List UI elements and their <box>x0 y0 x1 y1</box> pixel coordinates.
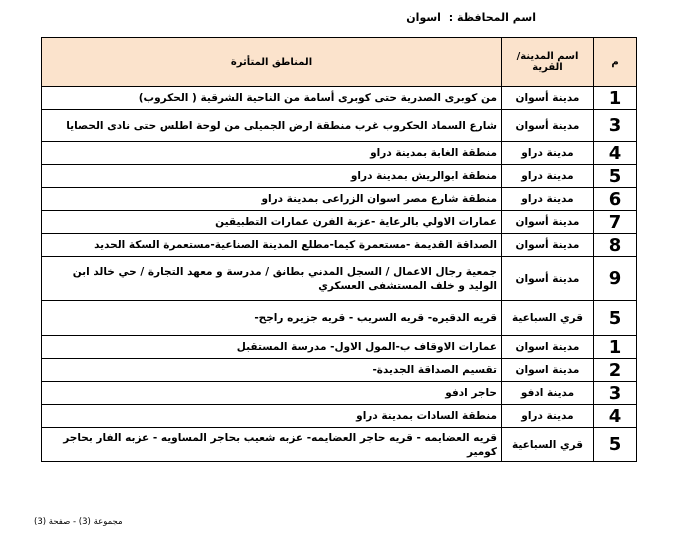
row-area: من كوبرى الصدرية حتى كوبرى أسامة من الناحية الشرقية ( الحكروب) <box>42 87 502 110</box>
table-body <box>42 87 637 462</box>
row-area: عمارات الاوقاف ب-المول الاول- مدرسة المستقبل <box>42 336 502 359</box>
row-area: تقسيم الصداقة الجديدة- <box>42 359 502 382</box>
row-area: قريه العضايمه - قريه حاجر العضايمه- عزبه شعيب بحاجر المساويه - عزبه الفار بحاجر كومير <box>42 428 502 462</box>
table-row <box>42 165 637 188</box>
row-number: 5 <box>594 428 637 462</box>
row-city: قري السباعية <box>502 301 594 336</box>
table-header-row <box>42 38 637 87</box>
row-city: مدينة اسوان <box>502 336 594 359</box>
header-areas: المناطق المتأثرة <box>42 38 502 87</box>
row-number: 9 <box>594 257 637 301</box>
row-area: قريه الدقيره- قريه السريب - قريه جزيره راجح- <box>42 301 502 336</box>
table-row <box>42 405 637 428</box>
row-city: مدينة أسوان <box>502 234 594 257</box>
row-city: مدينة اسوان <box>502 359 594 382</box>
row-area: منطقة شارع مصر اسوان الزراعى بمدينة دراو <box>42 188 502 211</box>
row-city: مدينة أسوان <box>502 257 594 301</box>
row-city: مدينة أسوان <box>502 87 594 110</box>
table-row <box>42 382 637 405</box>
table-row <box>42 336 637 359</box>
row-area: عمارات الاولي بالرعاية -عزبة الفرن عمارات التطبيقين <box>42 211 502 234</box>
row-city: مدينة أسوان <box>502 110 594 142</box>
table-row <box>42 301 637 336</box>
table-row <box>42 211 637 234</box>
row-city: مدينة ادفو <box>502 382 594 405</box>
row-area: الصداقة القديمة -مستعمرة كيما-مطلع المدينة الصناعية-مستعمرة السكة الحديد <box>42 234 502 257</box>
row-number: 3 <box>594 382 637 405</box>
row-number: 3 <box>594 110 637 142</box>
row-area: شارع السماد الحكروب غرب منطقة ارض الجميلى من لوحة اطلس حتى نادى الحصايا <box>42 110 502 142</box>
row-city: مدينة دراو <box>502 142 594 165</box>
table-row <box>42 428 637 462</box>
row-city: مدينة دراو <box>502 165 594 188</box>
governorate-value: اسوان <box>406 11 441 24</box>
table-row <box>42 110 637 142</box>
row-number: 4 <box>594 142 637 165</box>
row-city: قري السباعية <box>502 428 594 462</box>
row-area: منطقة الغابة بمدينة دراو <box>42 142 502 165</box>
table-row <box>42 359 637 382</box>
row-area: منطقة السادات بمدينة دراو <box>42 405 502 428</box>
page-footer: مجموعة (3) - صفحة (3) <box>34 517 123 527</box>
row-number: 5 <box>594 301 637 336</box>
row-number: 1 <box>594 336 637 359</box>
row-city: مدينة دراو <box>502 405 594 428</box>
row-area: جمعية رجال الاعمال / السجل المدني بطانق / مدرسة و معهد التجارة / حي خالد ابن الوليد و خلف المستشفى العسكري <box>42 257 502 301</box>
governorate-label: اسم المحافظة : <box>448 11 536 24</box>
table-row <box>42 142 637 165</box>
row-number: 7 <box>594 211 637 234</box>
row-number: 8 <box>594 234 637 257</box>
table-row <box>42 234 637 257</box>
row-city: مدينة أسوان <box>502 211 594 234</box>
row-number: 6 <box>594 188 637 211</box>
governorate-line <box>406 11 536 24</box>
header-m: م <box>594 38 637 87</box>
row-number: 2 <box>594 359 637 382</box>
table-row <box>42 257 637 301</box>
row-city: مدينة دراو <box>502 188 594 211</box>
header-city: اسم المدينة/ القرية <box>502 38 594 87</box>
row-area: منطقة ابوالريش بمدينة دراو <box>42 165 502 188</box>
row-number: 4 <box>594 405 637 428</box>
row-area: حاجر ادفو <box>42 382 502 405</box>
table-row <box>42 87 637 110</box>
table-row <box>42 188 637 211</box>
affected-areas-table <box>41 37 637 462</box>
row-number: 5 <box>594 165 637 188</box>
row-number: 1 <box>594 87 637 110</box>
